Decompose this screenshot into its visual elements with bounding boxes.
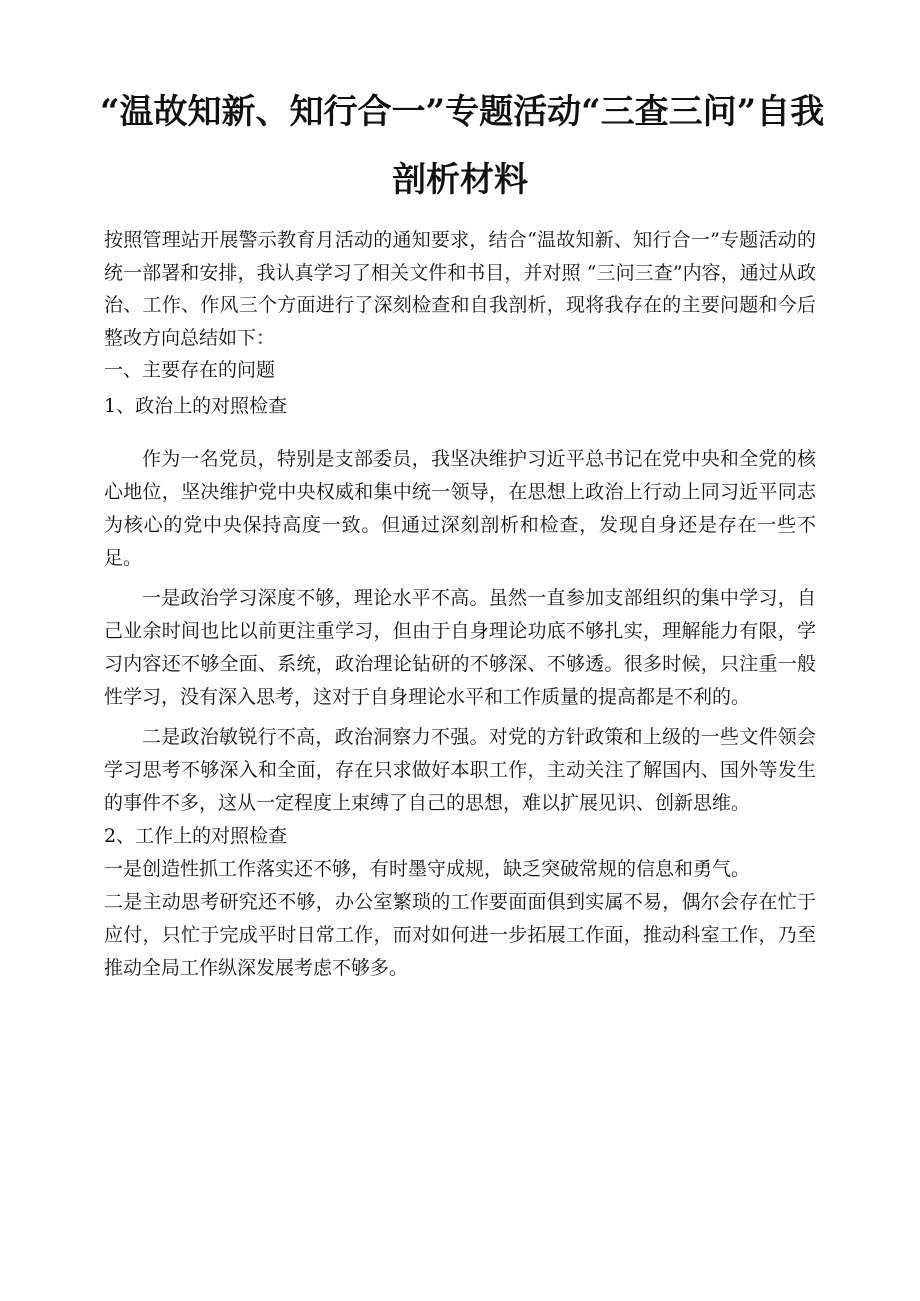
intro-paragraph: 按照管理站开展警示教育月活动的通知要求，结合“温故知新、知行合一”专题活动的统一部署和安排，我认真学习了相关文件和书目，并对照 “三问三查”内容，通过从政治、工作、作风三个方面进行了深刻检查和自我剖析，现将我存在的主要问题和今后整改方向总结如下： — [104, 229, 816, 349]
paragraph-work-point-1: 一是创造性抓工作落实还不够，有时墨守成规，缺乏突破常规的信息和勇气。 — [104, 858, 751, 880]
section-heading-main-problems: 一、主要存在的问题 — [104, 359, 276, 381]
subsection-heading-work: 2、工作上的对照检查 — [104, 825, 288, 847]
document-title-line-2: 剖析材料 — [392, 160, 528, 200]
paragraph-political-point-2: 二是政治敏锐行不高，政治洞察力不强。对党的方针政策和上级的一些文件领会学习思考不够深入和全面，存在只求做好本职工作，主动关注了解国内、国外等发生的事件不多，这从一定程度上束缚了自己的思想，难以扩展见识、创新思维。 — [104, 726, 816, 814]
paragraph-work-point-2: 二是主动思考研究还不够，办公室繁琐的工作要面面俱到实属不易，偶尔会存在忙于应付，只忙于完成平时日常工作，而对如何进一步拓展工作面，推动科室工作，乃至推动全局工作纵深发展考虑不够多。 — [104, 891, 816, 979]
paragraph-political-overview: 作为一名党员，特别是支部委员，我坚决维护习近平总书记在党中央和全党的核心地位，坚决维护党中央权威和集中统一领导，在思想上政治上行动上同习近平同志为核心的党中央保持高度一致。但通过深刻剖析和检查，发现自身还是存在一些不足。 — [104, 448, 816, 569]
document-body — [104, 224, 816, 985]
subsection-heading-political: 1、政治上的对照检查 — [104, 395, 288, 417]
paragraph-political-point-1: 一是政治学习深度不够，理论水平不高。虽然一直参加支部组织的集中学习，自己业余时间也比以前更注重学习，但由于自身理论功底不够扎实，理解能力有限，学习内容还不够全面、系统，政治理论钻研的不够深、不够透。很多时候，只注重一般性学习，没有深入思考，这对于自身理论水平和工作质量的提高都是不利的。 — [104, 587, 816, 708]
document-title-line-1: “温故知新、知行合一”专题活动“三查三问”自我 — [100, 92, 825, 132]
